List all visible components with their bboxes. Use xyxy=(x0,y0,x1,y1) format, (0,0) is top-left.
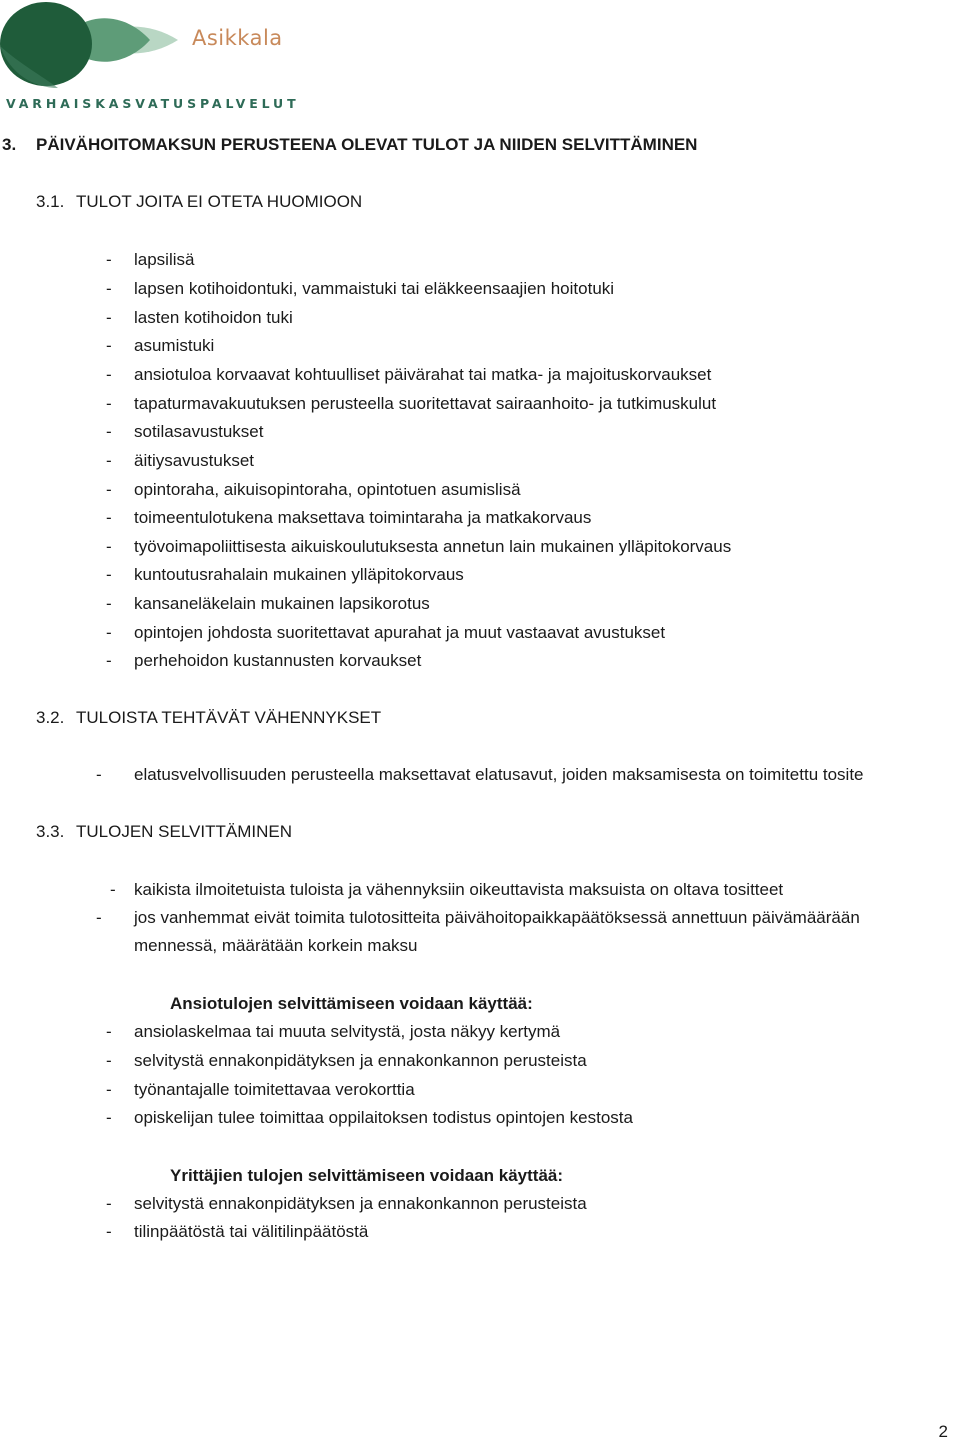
list-item: - ansiolaskelmaa tai muuta selvitystä, josta näkyy kertymä xyxy=(106,1022,561,1041)
list-item: - tilinpäätöstä tai välitilinpäätöstä xyxy=(106,1222,369,1241)
list-item: - opintojen johdosta suoritettavat apurahat ja muut vastaavat avustukset xyxy=(106,623,666,642)
list-item: - lapsilisä xyxy=(106,250,195,269)
subsection-title: TULOT JOITA EI OTETA HUOMIOON xyxy=(76,192,363,211)
list-item: - opiskelijan tulee toimittaa oppilaitoksen todistus opintojen kestosta xyxy=(106,1108,633,1127)
list-item: - työnantajalle toimitettavaa verokorttia xyxy=(106,1080,415,1099)
list-item: - toimeentulotukena maksettava toimintaraha ja matkakorvaus xyxy=(106,508,592,527)
list-item: - työvoimapoliittisesta aikuiskoulutuksesta annetun lain mukainen ylläpitokorvaus xyxy=(106,537,732,556)
list-item: - lasten kotihoidon tuki xyxy=(106,308,293,327)
subsection-number: 3.1. xyxy=(36,192,65,211)
page-number: 2 xyxy=(938,1422,948,1441)
leaf-logo-icon xyxy=(0,0,190,95)
subsection-heading-3-2 xyxy=(36,708,381,728)
subsection-number: 3.2. xyxy=(36,708,65,727)
list-item: - kuntoutusrahalain mukainen ylläpitokorvaus xyxy=(106,565,464,584)
list-item: - kansaneläkelain mukainen lapsikorotus xyxy=(106,594,430,613)
list-item-continuation: mennessä, määrätään korkein maksu xyxy=(134,936,418,955)
asikkala-logo xyxy=(0,0,300,115)
subsection-number: 3.3. xyxy=(36,822,65,841)
subsection-title: TULOJEN SELVITTÄMINEN xyxy=(76,822,292,841)
brand-name: Asikkala xyxy=(192,26,283,50)
subsection-heading-3-3 xyxy=(36,822,292,842)
subsection-title: TULOISTA TEHTÄVÄT VÄHENNYKSET xyxy=(76,708,382,727)
list-item: - elatusvelvollisuuden perusteella maksettavat elatusavut, joiden maksamisesta on toimitettu tosite xyxy=(96,765,864,784)
list-item: - selvitystä ennakonpidätyksen ja ennakonkannon perusteista xyxy=(106,1194,587,1213)
section-heading xyxy=(2,135,697,155)
brand-subtitle: VARHAISKASVATUSPALVELUT xyxy=(6,96,300,111)
ansio-heading: Ansiotulojen selvittämiseen voidaan käyttää: xyxy=(170,994,533,1013)
list-item: - asumistuki xyxy=(106,336,215,355)
section-number: 3. xyxy=(2,135,17,154)
list-item: - äitiysavustukset xyxy=(106,451,254,470)
list-item: - opintoraha, aikuisopintoraha, opintotuen asumislisä xyxy=(106,480,521,499)
list-item: - kaikista ilmoitetuista tuloista ja vähennyksiin oikeuttavista maksuista on oltava tositteet xyxy=(110,880,784,899)
yrittaja-heading: Yrittäjien tulojen selvittämiseen voidaan käyttää: xyxy=(170,1166,564,1185)
list-item: - perhehoidon kustannusten korvaukset xyxy=(106,651,422,670)
subsection-heading-3-1 xyxy=(36,192,362,212)
list-item: - jos vanhemmat eivät toimita tulotositteita päivähoitopaikkapäätöksessä annettuun päivämäärään xyxy=(96,908,860,927)
list-item: - ansiotuloa korvaavat kohtuulliset päivärahat tai matka- ja majoituskorvaukset xyxy=(106,365,712,384)
list-item: - selvitystä ennakonpidätyksen ja ennakonkannon perusteista xyxy=(106,1051,587,1070)
list-item: - tapaturmavakuutuksen perusteella suoritettavat sairaanhoito- ja tutkimuskulut xyxy=(106,394,717,413)
list-item: - lapsen kotihoidontuki, vammaistuki tai eläkkeensaajien hoitotuki xyxy=(106,279,615,298)
section-title: PÄIVÄHOITOMAKSUN PERUSTEENA OLEVAT TULOT JA NIIDEN SELVITTÄMINEN xyxy=(36,135,698,154)
list-item: - sotilasavustukset xyxy=(106,422,264,441)
